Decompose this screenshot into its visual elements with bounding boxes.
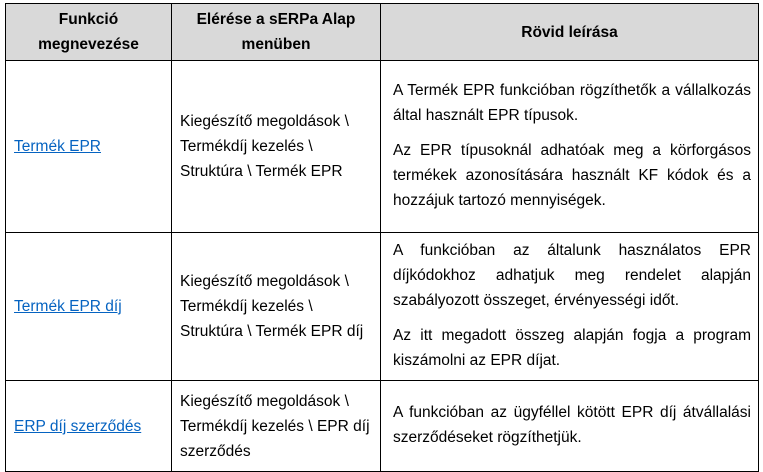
table-row [6, 233, 759, 381]
function-name-cell [6, 381, 172, 472]
function-name-cell [6, 233, 172, 381]
link-termek-epr[interactable]: Termék EPR [14, 138, 101, 155]
description-paragraph: Az itt megadott összeg alapján fogja a program kiszámolni az EPR díjat. [393, 327, 751, 369]
table-row [6, 61, 759, 233]
menu-path-cell: Kiegészítő megoldások \ Termékdíj kezelés \ Struktúra \ Termék EPR [172, 61, 381, 233]
menu-path-cell: Kiegészítő megoldások \ Termékdíj kezelés \ EPR díj szerződés [172, 381, 381, 472]
function-table [5, 3, 759, 472]
header-row [6, 4, 759, 61]
link-termek-epr-dij[interactable]: Termék EPR díj [14, 298, 122, 315]
table-row [6, 381, 759, 472]
function-name-cell [6, 61, 172, 233]
menu-path-cell: Kiegészítő megoldások \ Termékdíj kezelés \ Struktúra \ Termék EPR díj [172, 233, 381, 381]
description-paragraph: A funkcióban az általunk használatos EPR díjkódokhoz adhatjuk meg rendelet alapján szabályozott összeget, érvényességi időt. [393, 242, 751, 309]
header-description: Rövid leírása [381, 4, 759, 61]
header-menu-path: Elérése a sERPa Alap menüben [172, 4, 381, 61]
description-paragraph: A Termék EPR funkcióban rögzíthetők a vállalkozás által használt EPR típusok. [393, 82, 751, 124]
description-cell [381, 381, 759, 472]
description-paragraph: Az EPR típusoknál adhatóak meg a körforgásos termékek azonosítására használt KF kódok és a hozzájuk tartozó mennyiségek. [393, 142, 751, 209]
description-cell [381, 233, 759, 381]
link-erp-dij-szerzodes[interactable]: ERP díj szerződés [14, 417, 142, 435]
description-cell [381, 61, 759, 233]
description-paragraph: A funkcióban az ügyféllel kötött EPR díj átvállalási szerződéseket rögzíthetjük. [393, 404, 751, 446]
header-function-name: Funkció megnevezése [6, 4, 172, 61]
